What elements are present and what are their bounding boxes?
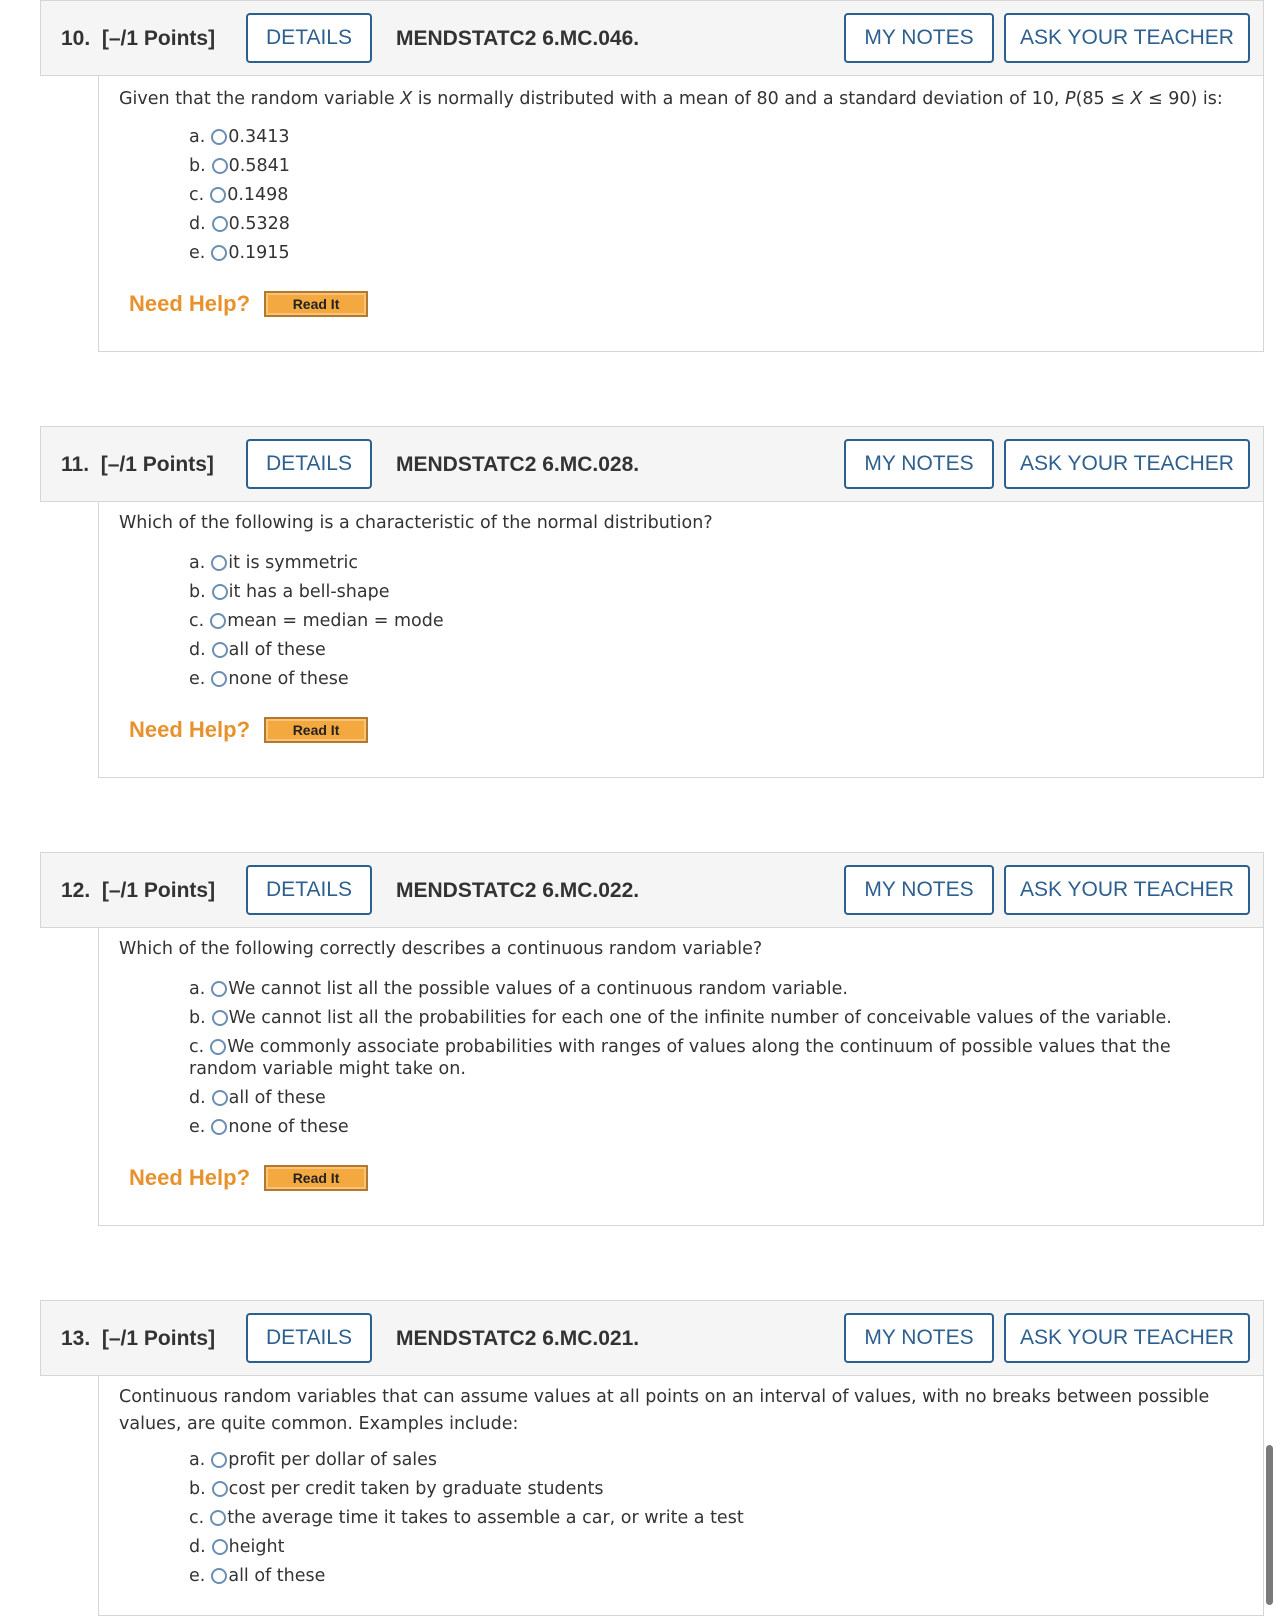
answer-option-b: b. 0.5841 bbox=[189, 156, 290, 176]
question-code: MENDSTATC2 6.MC.022. bbox=[396, 879, 640, 902]
answer-option-b: b. cost per credit taken by graduate students bbox=[189, 1479, 604, 1499]
question-header bbox=[40, 1300, 1264, 1376]
radio-button[interactable] bbox=[212, 1481, 228, 1497]
read-it-button[interactable]: Read It bbox=[264, 717, 368, 743]
ask-your-teacher-button[interactable]: ASK YOUR TEACHER bbox=[1004, 865, 1250, 915]
ask-your-teacher-button[interactable]: ASK YOUR TEACHER bbox=[1004, 13, 1250, 63]
question-prompt: Continuous random variables that can assume values at all points on an interval of values, with no breaks between possible values, are quite common. Examples include: bbox=[119, 1387, 1210, 1434]
details-button[interactable]: DETAILS bbox=[246, 13, 372, 63]
read-it-button[interactable]: Read It bbox=[264, 1165, 368, 1191]
answer-option-d: d. 0.5328 bbox=[189, 214, 290, 234]
question-number: 11. [–/1 Points] bbox=[61, 453, 214, 476]
answer-option-d: d. all of these bbox=[189, 1088, 326, 1108]
radio-button[interactable] bbox=[211, 1452, 227, 1468]
ask-your-teacher-button[interactable]: ASK YOUR TEACHER bbox=[1004, 439, 1250, 489]
answer-option-e: e. none of these bbox=[189, 669, 349, 689]
radio-button[interactable] bbox=[211, 981, 227, 997]
question-header bbox=[40, 852, 1264, 928]
question-code: MENDSTATC2 6.MC.021. bbox=[396, 1327, 640, 1350]
radio-button[interactable] bbox=[212, 216, 228, 232]
answer-option-e: e. all of these bbox=[189, 1566, 326, 1586]
answer-option-c: c. We commonly associate probabilities with ranges of values along the continuum of possible values that the random variable might take on. bbox=[189, 1037, 1171, 1079]
radio-button[interactable] bbox=[212, 158, 228, 174]
radio-button[interactable] bbox=[210, 187, 226, 203]
question-prompt: Which of the following correctly describes a continuous random variable? bbox=[119, 939, 763, 959]
my-notes-button[interactable]: MY NOTES bbox=[844, 1313, 994, 1363]
details-button[interactable]: DETAILS bbox=[246, 865, 372, 915]
radio-button[interactable] bbox=[211, 1568, 227, 1584]
answer-option-a: a. 0.3413 bbox=[189, 127, 290, 147]
radio-button[interactable] bbox=[211, 1119, 227, 1135]
need-help-label: Need Help? bbox=[129, 1165, 251, 1190]
radio-button[interactable] bbox=[212, 1010, 228, 1026]
answer-option-c: c. mean = median = mode bbox=[189, 611, 444, 631]
answer-option-c: c. 0.1498 bbox=[189, 185, 289, 205]
read-it-button[interactable]: Read It bbox=[264, 291, 368, 317]
answer-option-a: a. it is symmetric bbox=[189, 553, 359, 573]
need-help bbox=[129, 1165, 368, 1191]
radio-button[interactable] bbox=[212, 1539, 228, 1555]
scrollbar-thumb[interactable] bbox=[1266, 1445, 1273, 1605]
answer-option-d: d. all of these bbox=[189, 640, 326, 660]
question-prompt: Given that the random variable X is normally distributed with a mean of 80 and a standard deviation of 10, P(85 ≤ X ≤ 90) is: bbox=[119, 89, 1223, 109]
radio-button[interactable] bbox=[212, 584, 228, 600]
question-body bbox=[98, 928, 1264, 1226]
question-code: MENDSTATC2 6.MC.028. bbox=[396, 453, 640, 476]
ask-your-teacher-button[interactable]: ASK YOUR TEACHER bbox=[1004, 1313, 1250, 1363]
details-button[interactable]: DETAILS bbox=[246, 439, 372, 489]
radio-button[interactable] bbox=[210, 1039, 226, 1055]
question-header bbox=[40, 426, 1264, 502]
radio-button[interactable] bbox=[210, 1510, 226, 1526]
answer-option-e: e. none of these bbox=[189, 1117, 349, 1137]
radio-button[interactable] bbox=[211, 555, 227, 571]
answer-option-c: c. the average time it takes to assemble a car, or write a test bbox=[189, 1508, 744, 1528]
need-help-label: Need Help? bbox=[129, 291, 251, 316]
radio-button[interactable] bbox=[212, 642, 228, 658]
radio-button[interactable] bbox=[211, 129, 227, 145]
question-body bbox=[98, 502, 1264, 778]
radio-button[interactable] bbox=[211, 671, 227, 687]
radio-button[interactable] bbox=[211, 245, 227, 261]
need-help bbox=[129, 291, 368, 317]
my-notes-button[interactable]: MY NOTES bbox=[844, 13, 994, 63]
question-number: 13. [–/1 Points] bbox=[61, 1327, 216, 1350]
question-prompt: Which of the following is a characteristic of the normal distribution? bbox=[119, 513, 713, 533]
answer-option-b: b. it has a bell-shape bbox=[189, 582, 390, 602]
answer-option-a: a. We cannot list all the possible values of a continuous random variable. bbox=[189, 979, 848, 999]
answer-option-e: e. 0.1915 bbox=[189, 243, 290, 263]
question-header bbox=[40, 0, 1264, 76]
question-body bbox=[98, 1376, 1264, 1616]
my-notes-button[interactable]: MY NOTES bbox=[844, 439, 994, 489]
answer-option-d: d. height bbox=[189, 1537, 285, 1557]
need-help-label: Need Help? bbox=[129, 717, 251, 742]
question-code: MENDSTATC2 6.MC.046. bbox=[396, 27, 640, 50]
question-number: 10. [–/1 Points] bbox=[61, 27, 216, 50]
radio-button[interactable] bbox=[210, 613, 226, 629]
answer-option-a: a. profit per dollar of sales bbox=[189, 1450, 438, 1470]
question-body bbox=[98, 76, 1264, 352]
details-button[interactable]: DETAILS bbox=[246, 1313, 372, 1363]
answer-option-b: b. We cannot list all the probabilities for each one of the infinite number of conceivable values of the variable. bbox=[189, 1008, 1172, 1028]
radio-button[interactable] bbox=[212, 1090, 228, 1106]
my-notes-button[interactable]: MY NOTES bbox=[844, 865, 994, 915]
need-help bbox=[129, 717, 368, 743]
question-number: 12. [–/1 Points] bbox=[61, 879, 216, 902]
